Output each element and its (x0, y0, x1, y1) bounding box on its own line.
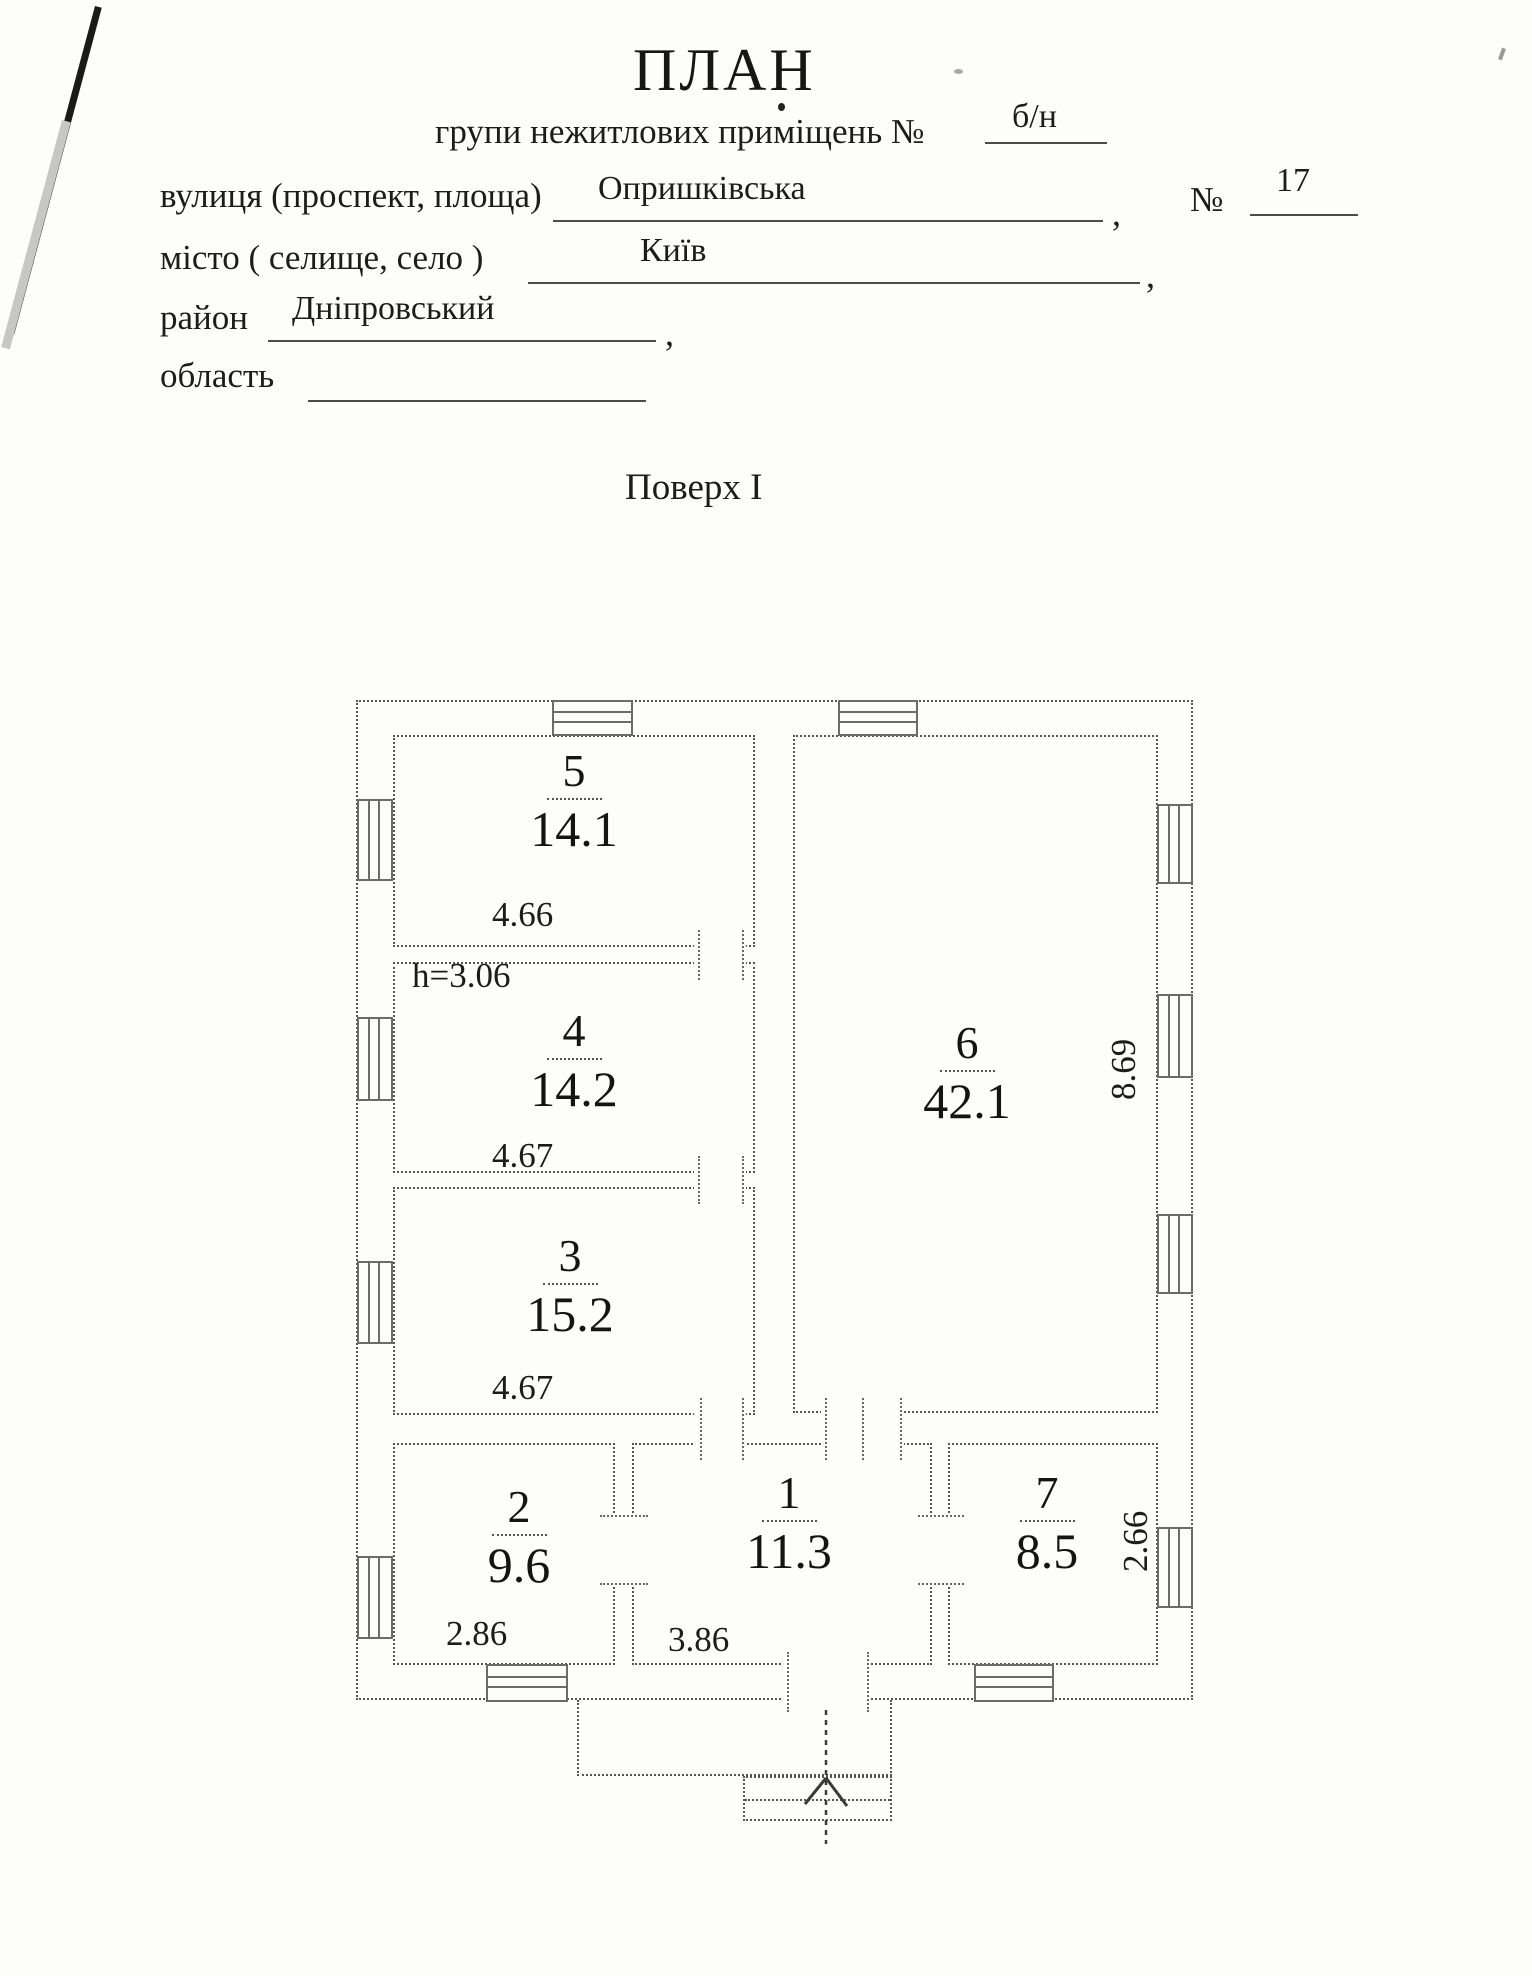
window (838, 700, 918, 736)
document-title: ПЛАН (633, 37, 816, 103)
window-pane-line (368, 800, 370, 880)
scan-corner-streak-shadow (1, 120, 71, 349)
plan-number-underline (985, 142, 1107, 144)
window-pane-line (368, 1262, 370, 1343)
district-label: район (160, 298, 248, 337)
window-pane-line (1178, 1528, 1180, 1607)
floor-heading: Поверх I (625, 467, 763, 508)
room-number: 6 (940, 1020, 995, 1072)
room-area: 14.2 (530, 1060, 618, 1117)
room-area: 8.5 (1015, 1522, 1079, 1579)
room-2-label (409, 1481, 629, 1593)
window (552, 700, 633, 736)
room-5-width: 4.66 (492, 895, 554, 934)
room-4-label (464, 1005, 684, 1117)
window-pane-line (975, 1676, 1053, 1678)
district-comma: , (665, 313, 674, 353)
room-number: 7 (1020, 1470, 1075, 1522)
door-tick (698, 930, 700, 980)
house-number-underline (1250, 214, 1358, 216)
window-pane-line (839, 721, 917, 723)
room-3-width: 4.67 (492, 1368, 554, 1407)
window-pane-line (1168, 1215, 1170, 1293)
window (357, 799, 393, 881)
scan-dot-artifact (954, 69, 963, 74)
window-pane-line (368, 1018, 370, 1100)
room-5-label (464, 745, 684, 857)
house-number-value: 17 (1276, 162, 1310, 199)
door-tick (742, 930, 744, 980)
window-pane-line (378, 1262, 380, 1343)
window-pane-line (975, 1686, 1053, 1688)
height-note: h=3.06 (412, 956, 511, 995)
region-underline (308, 400, 646, 402)
door-tick (787, 1652, 789, 1712)
subtitle-label: групи нежитлових приміщень № (435, 112, 925, 151)
room-area: 9.6 (487, 1536, 551, 1593)
window-pane-line (487, 1676, 567, 1678)
room-6-height: 8.69 (1104, 1038, 1143, 1100)
house-number-label: № (1190, 180, 1224, 219)
room-1-label (679, 1467, 899, 1579)
street-underline (553, 220, 1103, 222)
room-3-label (460, 1230, 680, 1342)
city-label: місто ( селище, село ) (160, 238, 484, 277)
room-6-label (857, 1017, 1077, 1129)
scan-dot-artifact (778, 103, 785, 111)
door-tick (867, 1652, 869, 1712)
room-1-width: 3.86 (668, 1620, 730, 1659)
window-pane-line (1178, 805, 1180, 883)
window-pane-line (553, 721, 632, 723)
window-pane-line (1168, 995, 1170, 1077)
room-number: 4 (547, 1008, 602, 1060)
street-value: Опришківська (598, 170, 806, 207)
street-comma: , (1112, 193, 1121, 233)
region-label: область (160, 356, 275, 395)
door-tick (862, 1398, 864, 1460)
window-pane-line (839, 711, 917, 713)
window (1157, 1214, 1193, 1294)
room-number: 2 (492, 1484, 547, 1536)
room-area: 42.1 (923, 1072, 1011, 1129)
window-pane-line (378, 800, 380, 880)
district-value: Дніпровський (292, 290, 495, 327)
window-pane-line (368, 1557, 370, 1638)
window (1157, 994, 1193, 1078)
door-tick (825, 1398, 827, 1460)
window-pane-line (1168, 1528, 1170, 1607)
door-tick (742, 1156, 744, 1204)
scan-edge-mark (1498, 48, 1506, 61)
door-tick (700, 1398, 702, 1460)
city-value: Київ (640, 232, 707, 269)
window (1157, 804, 1193, 884)
plan-number-value: б/н (1012, 98, 1057, 135)
city-underline (528, 282, 1140, 284)
entrance-door-opening (783, 1659, 871, 1705)
window-pane-line (1168, 805, 1170, 883)
window-pane-line (378, 1018, 380, 1100)
district-underline (268, 340, 656, 342)
window-pane-line (1178, 1215, 1180, 1293)
room-number: 1 (762, 1470, 817, 1522)
street-label: вулиця (проспект, площа) (160, 176, 542, 215)
room-number: 5 (547, 748, 602, 800)
door-tick (900, 1398, 902, 1460)
door-tick (918, 1583, 964, 1585)
window (486, 1664, 568, 1702)
room-7-height: 2.66 (1116, 1510, 1155, 1572)
window (974, 1664, 1054, 1702)
door-tick (742, 1398, 744, 1460)
room-area: 11.3 (746, 1522, 832, 1579)
room-2-width: 2.86 (446, 1614, 508, 1653)
door-tick (698, 1156, 700, 1204)
window-pane-line (1178, 995, 1180, 1077)
window-pane-line (378, 1557, 380, 1638)
door-opening-room4-room3 (694, 1167, 746, 1193)
window (357, 1261, 393, 1344)
room-area: 15.2 (526, 1285, 614, 1342)
room-number: 3 (543, 1233, 598, 1285)
window-pane-line (487, 1686, 567, 1688)
city-comma: , (1146, 255, 1155, 295)
door-opening-room5-room4 (694, 941, 746, 969)
window (357, 1556, 393, 1639)
window-pane-line (553, 711, 632, 713)
room-4-width: 4.67 (492, 1136, 554, 1175)
room-area: 14.1 (530, 800, 618, 857)
window (1157, 1527, 1193, 1608)
window (357, 1017, 393, 1101)
